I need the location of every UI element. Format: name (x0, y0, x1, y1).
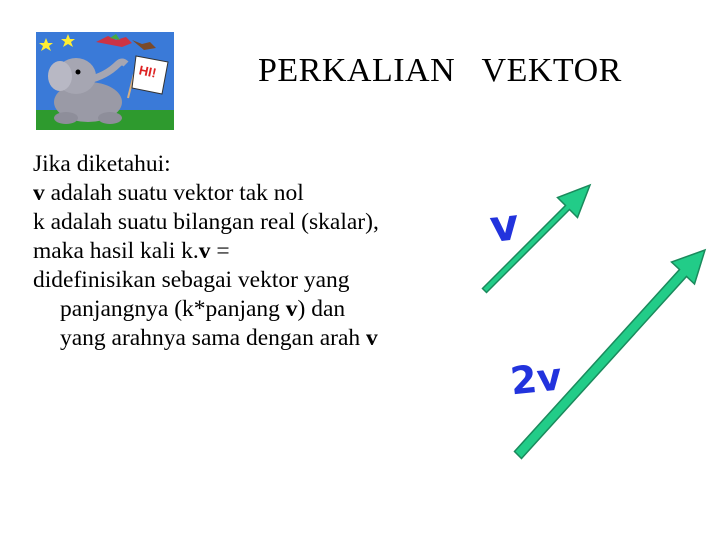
label-2v: 2v (508, 354, 564, 404)
text-line: didefinisikan sebagai vektor yang (33, 267, 350, 293)
slide-title: PERKALIAN VEKTOR (258, 52, 622, 89)
text-line (33, 237, 453, 266)
text-line: k adalah suatu bilangan real (skalar), (33, 209, 379, 235)
vector-symbol: v (285, 296, 298, 322)
vector-symbol: v (33, 180, 45, 206)
text-line: Jika diketahui: (33, 151, 171, 177)
vector-diagram (480, 170, 720, 470)
text-fragment: = (210, 238, 230, 264)
text-line (33, 179, 453, 208)
vector-symbol: v (198, 238, 211, 264)
elephant-clipart (36, 32, 174, 130)
text-fragment: panjangnya (k*panjang (60, 296, 286, 322)
vector-2v-arrow (515, 250, 706, 459)
text-line (33, 295, 453, 324)
label-v: v (487, 199, 522, 253)
text-fragment: maka hasil kali k. (33, 238, 199, 264)
text-line (33, 324, 453, 353)
clipart-sign-text: HI! (137, 62, 158, 81)
arrow-shape (515, 250, 706, 459)
text-fragment: yang arahnya sama dengan arah (60, 325, 367, 351)
body-text (33, 150, 453, 353)
text-fragment: ) dan (297, 296, 346, 322)
vector-symbol: v (366, 325, 378, 351)
text-fragment: adalah suatu vektor tak nol (44, 180, 304, 206)
